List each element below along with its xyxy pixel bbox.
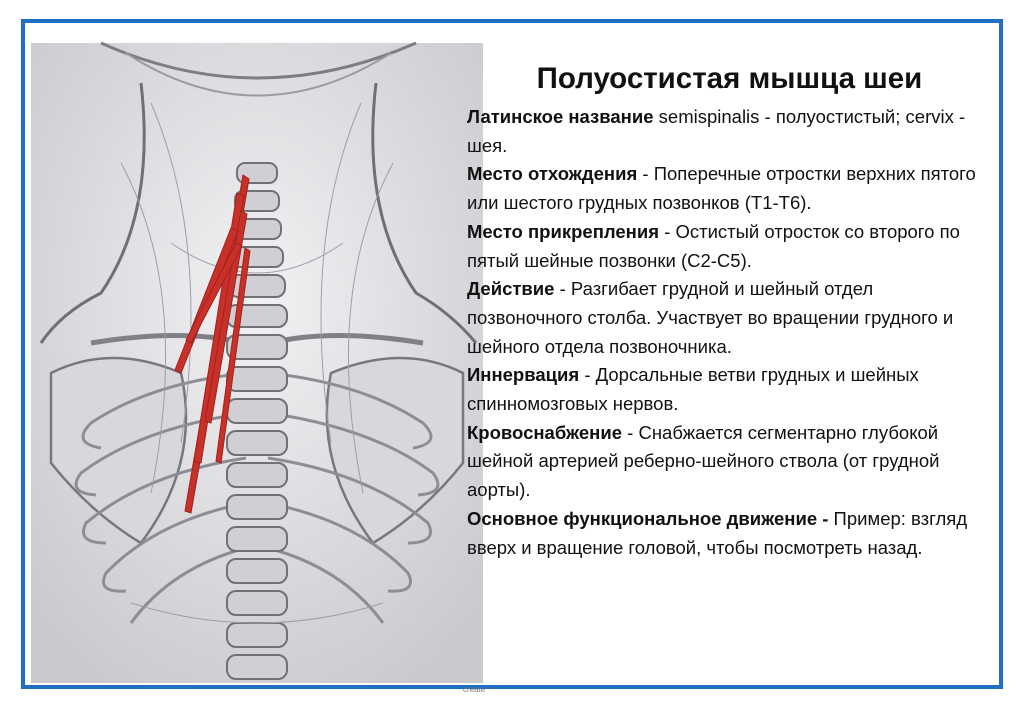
section-action <box>467 275 992 361</box>
section-origin <box>467 160 992 217</box>
image-credit: create <box>463 685 486 694</box>
section-label: Кровоснабжение <box>467 421 623 443</box>
section-innervation <box>467 361 992 418</box>
section-insertion <box>467 218 992 275</box>
anatomy-illustration <box>31 43 486 694</box>
section-label: Место отхождения <box>467 163 638 185</box>
section-latin-name <box>467 103 992 160</box>
section-text: - Остистый отросток со второго по пятый шейные позвонки (С2-С5). <box>467 220 960 271</box>
section-label: Основное функциональное движение - <box>467 507 829 529</box>
section-label: Латинское название <box>467 106 654 127</box>
section-text: - Поперечные отростки верхних пятого или шестого грудных позвонков (Т1-Т6). <box>467 163 976 214</box>
text-panel <box>467 61 992 562</box>
section-label: Иннервация <box>467 364 580 386</box>
section-text: - Разгибает грудной и шейный отдел позвоночного столба. Участвует во вращении грудного и шейного отдела позвоночника. <box>467 278 954 357</box>
section-text: - Снабжается сегментарно глубокой шейной артерией реберно-шейного ствола (от грудной аорты). <box>467 421 940 501</box>
slide-title: Полуостистая мышца шеи <box>536 62 923 95</box>
section-text: Пример: взгляд вверх и вращение головой, чтобы посмотреть назад. <box>467 507 968 558</box>
section-label: Место прикрепления <box>467 220 660 242</box>
section-label: Действие <box>467 278 555 300</box>
section-text: - Дорсальные ветви грудных и шейных спинномозговых нервов. <box>467 364 919 415</box>
section-text: semispinalis - полуостистый; cervix - шея. <box>467 106 966 156</box>
slide-frame <box>21 19 1003 694</box>
section-blood-supply <box>467 419 992 505</box>
section-main-movement <box>467 505 992 562</box>
